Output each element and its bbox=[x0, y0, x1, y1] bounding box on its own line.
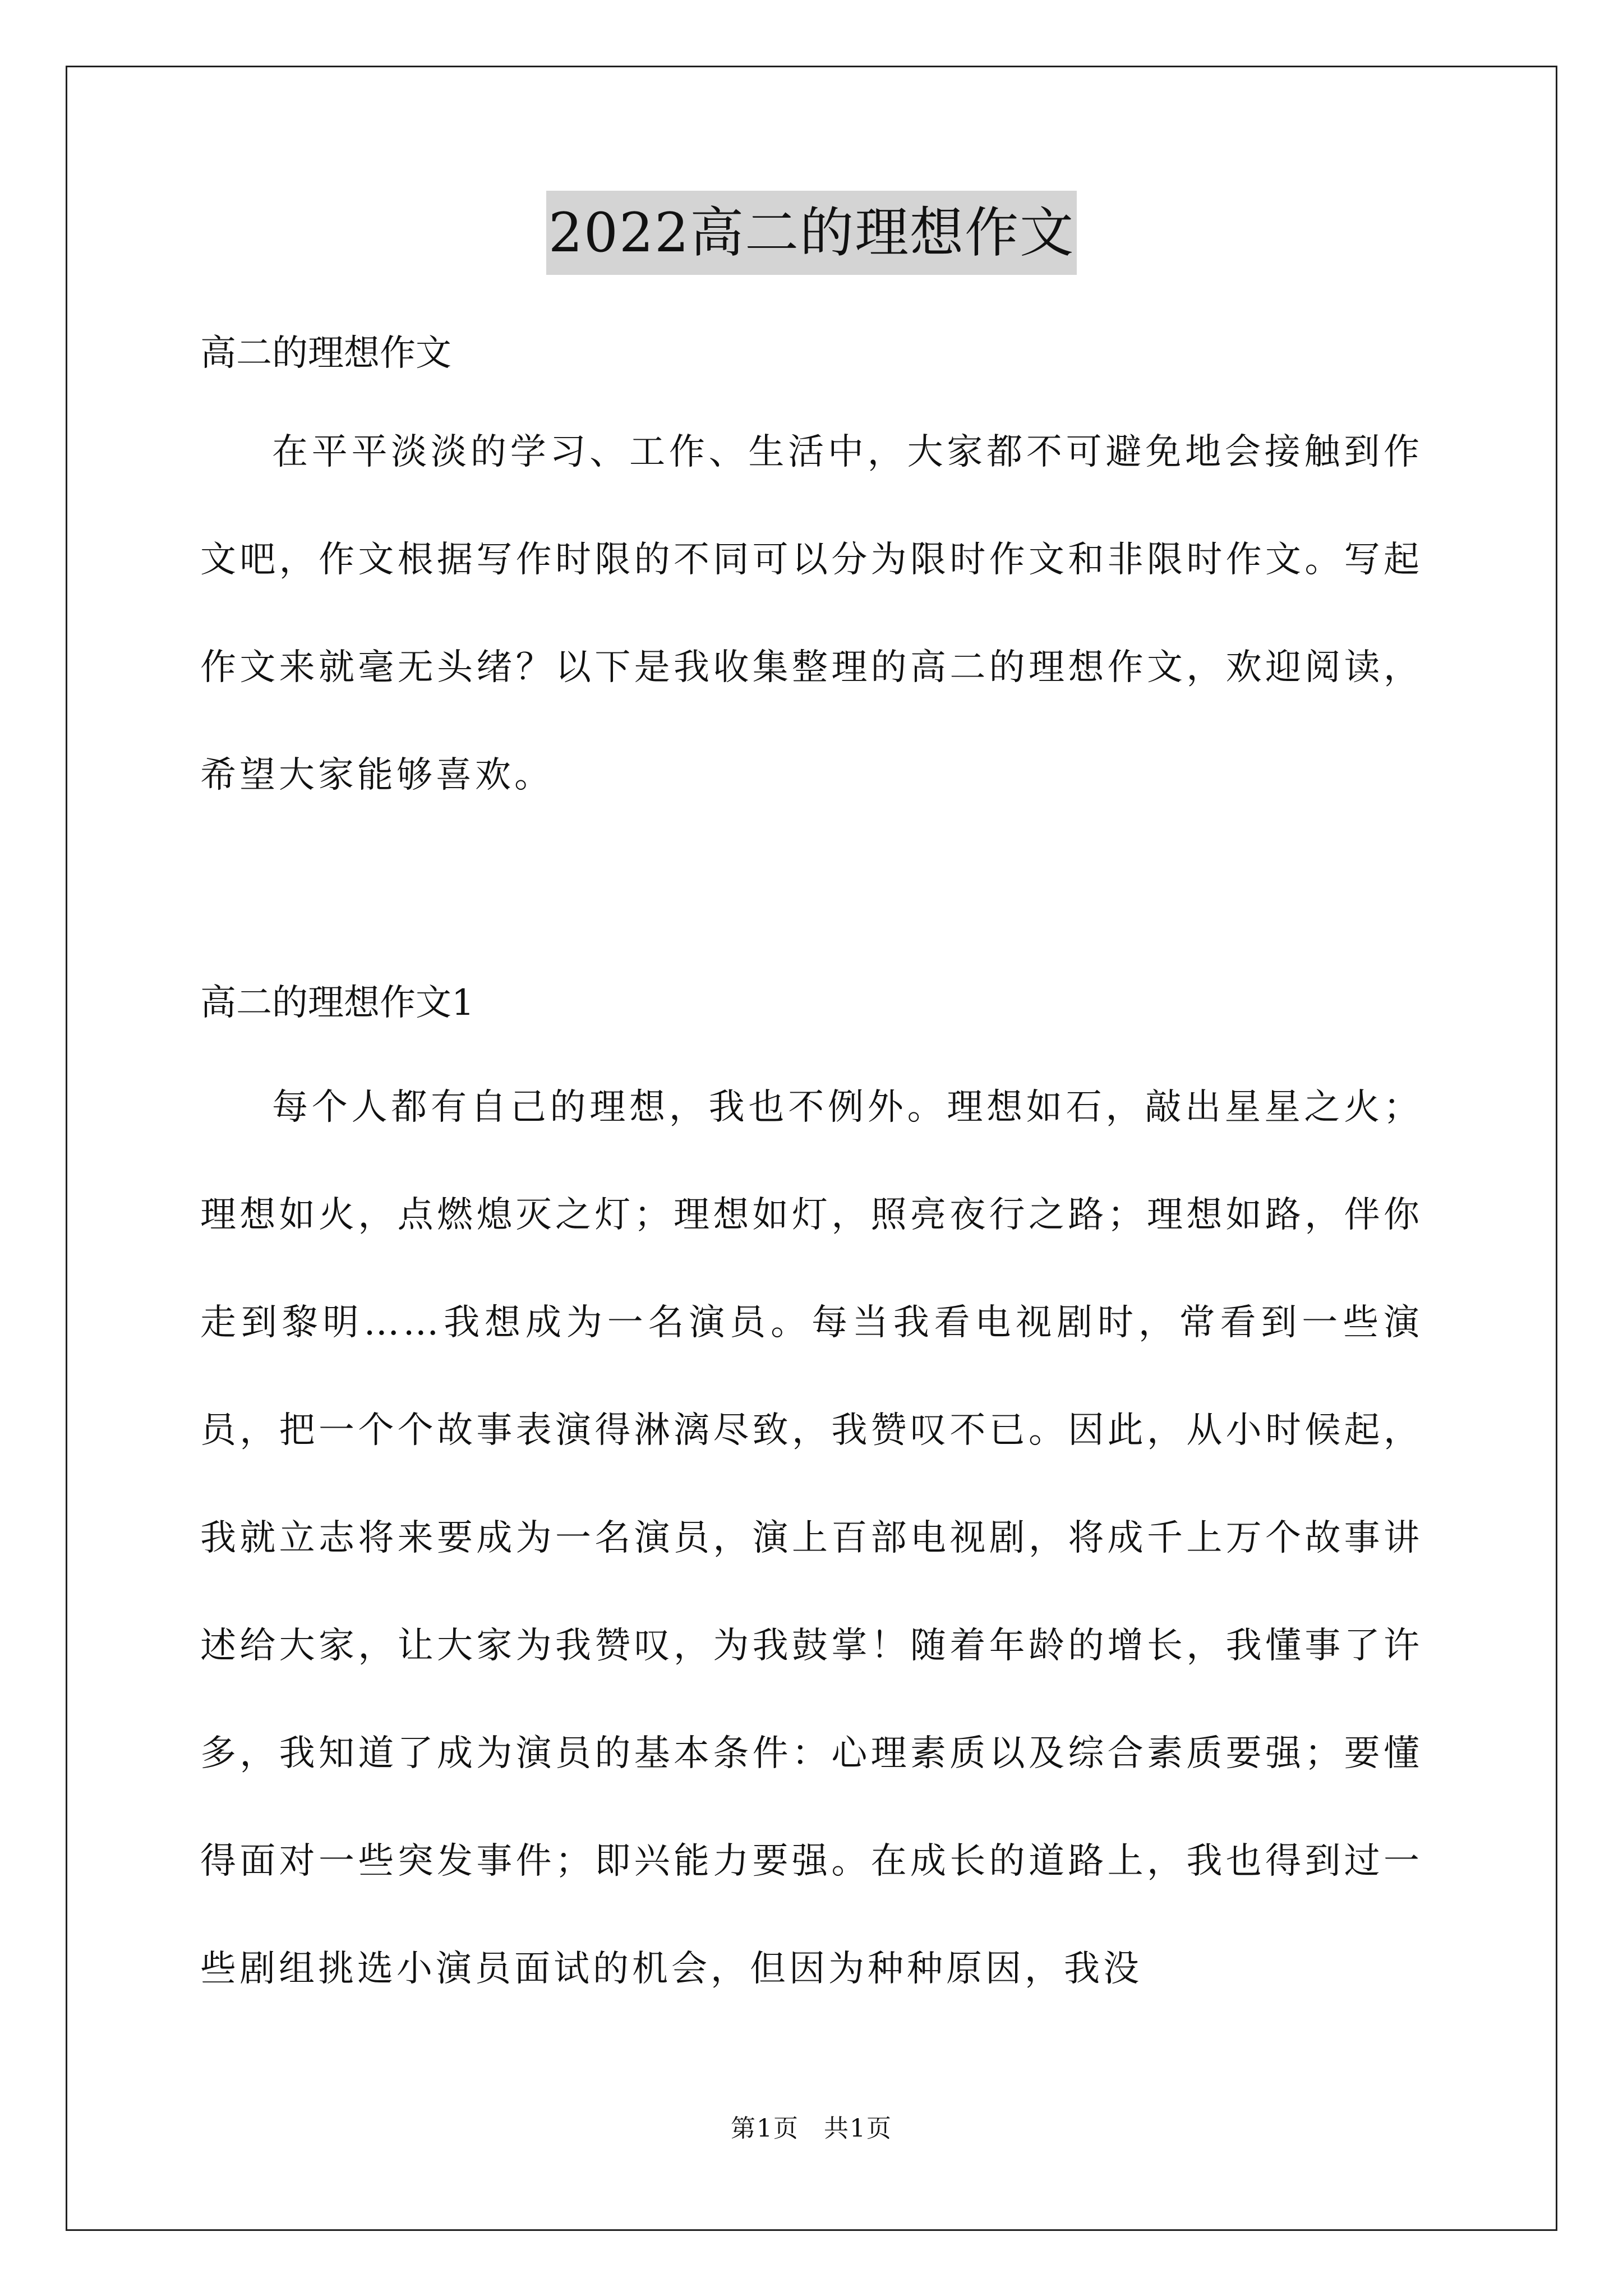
intro-heading: 高二的理想作文 bbox=[200, 333, 451, 374]
page-total: 共1页 bbox=[824, 2114, 892, 2143]
section-heading: 高二的理想作文1 bbox=[200, 982, 474, 1024]
title-wrap bbox=[200, 191, 1423, 303]
document-body bbox=[200, 191, 1423, 2023]
intro-paragraph: 在平平淡淡的学习、工作、生活中，大家都不可避免地会接触到作文吧，作文根据写作时限的不同可以分为限时作文和非限时作文。写起作文来就毫无头绪？以下是我收集整理的高二的理想作文，欢迎阅读，希望大家能够喜欢。 bbox=[200, 431, 1423, 796]
page-number: 第1页 bbox=[731, 2114, 799, 2143]
document-title: 2022高二的理想作文 bbox=[546, 191, 1077, 275]
page-footer bbox=[0, 2112, 1623, 2146]
section-paragraph: 每个人都有自己的理想，我也不例外。理想如石，敲出星星之火；理想如火，点燃熄灭之灯；理想如灯，照亮夜行之路；理想如路，伴你走到黎明……我想成为一名演员。每当我看电视剧时，常看到一些演员，把一个个故事表演得淋漓尽致，我赞叹不已。因此，从小时候起，我就立志将来要成为一名演员，演上百部电视剧，将成千上万个故事讲述给大家，让大家为我赞叹，为我鼓掌！随着年龄的增长，我懂事了许多，我知道了成为演员的基本条件：心理素质以及综合素质要强；要懂得面对一些突发事件；即兴能力要强。在成长的道路上，我也得到过一些剧组挑选小演员面试的机会，但因为种种原因，我没 bbox=[200, 1087, 1423, 1990]
